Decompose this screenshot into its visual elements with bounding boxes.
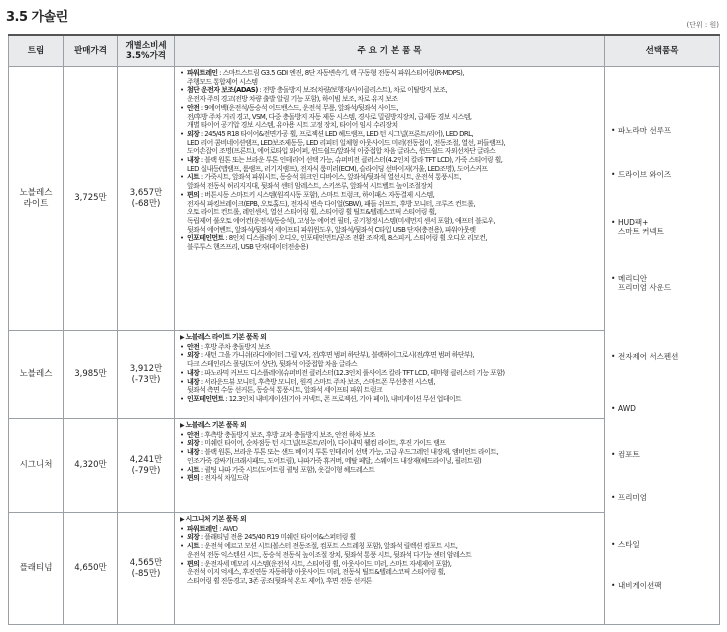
individual-price-cell bbox=[118, 419, 175, 513]
feature-line bbox=[179, 369, 600, 378]
feature-line bbox=[179, 378, 600, 387]
trim-name: 노블레스 bbox=[19, 369, 53, 379]
feature-line bbox=[179, 147, 600, 156]
feature-line bbox=[179, 95, 600, 104]
feature-line bbox=[179, 200, 600, 209]
table-row bbox=[9, 67, 720, 331]
feature-line bbox=[179, 234, 600, 243]
feature-text: 전자식 파킹브레이크(EPB, 오토홀드), 전자식 변속 다이얼(SBW), 패들 쉬프트, 후방 모니터, 크루즈 컨트롤, bbox=[187, 199, 475, 208]
trim-cell bbox=[9, 331, 64, 419]
feature-category: 안전 bbox=[187, 103, 200, 112]
feature-text: : 12.3인치 내비게이션(기아 커넥트, 폰 프로젝션, 기아 페이), 내비게이션 무선 업데이트 bbox=[223, 394, 462, 403]
features-base-header: ▶ 노블레스 기본 품목 외 bbox=[179, 421, 600, 431]
option-item bbox=[611, 170, 671, 179]
price-cell: 4,320만 bbox=[64, 419, 118, 513]
individual-price-diff: (-68만) bbox=[131, 198, 161, 209]
option-label: 메리디안 bbox=[618, 274, 647, 283]
feature-text: 뒷좌석 측면 수동 선커튼, 동승석 통풍시트, 앞좌석 세이프티 파워 트렁크 bbox=[187, 386, 383, 395]
feature-category: 내장 bbox=[187, 156, 200, 165]
option-item bbox=[611, 126, 671, 135]
table-header-row bbox=[9, 35, 720, 67]
feature-category: 내장 bbox=[187, 448, 200, 457]
feature-line bbox=[179, 243, 600, 252]
feature-text: 주행모드 통합제어 시스템 bbox=[187, 77, 258, 86]
trim-cell bbox=[9, 419, 64, 513]
option-label: 전자제어 서스펜션 bbox=[618, 352, 679, 361]
individual-price-cell bbox=[118, 67, 175, 331]
feature-text: : 전방 충돌방지 보조(차량/보행자/사이클리스트), 차로 이탈방지 보조, bbox=[257, 86, 448, 95]
feature-category: 시트 bbox=[187, 465, 200, 474]
feature-text: : 플래티넘 전용 245/40 R19 미쉐린 타이어&스퍼터링 휠 bbox=[199, 533, 356, 542]
header-ind-line1: 개별소비세 bbox=[125, 41, 167, 51]
feature-line bbox=[179, 533, 600, 542]
feature-text: 다크 스테인리스 몰딩(도어 상단), 뒷좌석 이중접합 차음 글라스 bbox=[187, 360, 358, 369]
feature-line bbox=[179, 386, 600, 395]
features-cell bbox=[175, 331, 605, 419]
feature-category: 외장 bbox=[187, 439, 200, 448]
feature-text: : 서라운드뷰 모니터, 후측방 모니터, 원격 스마트 주차 보조, 스마트폰 무선충전 시스템, bbox=[199, 377, 435, 386]
option-label: 파노라마 선루프 bbox=[618, 126, 672, 135]
option-label: HUD팩+ bbox=[618, 218, 649, 227]
feature-text: : 운전자세 메모리 시스템(운전석 시트, 스티어링 휠, 아웃사이드 미러, 스마트 자세제어 포함), bbox=[199, 559, 452, 568]
trim-cell bbox=[9, 513, 64, 625]
feature-text: : 전자식 차일드락 bbox=[199, 474, 249, 483]
feature-category: 내장 bbox=[187, 368, 200, 377]
feature-text: 전/후방 주차 거리 경고, VSM, 다중 충돌방지 자동 제동 시스템, 경사로 밀림방지장치, 급제동 경보 시스템, bbox=[187, 112, 472, 121]
features-cell bbox=[175, 419, 605, 513]
option-item bbox=[611, 581, 661, 590]
feature-text: : 8인치 디스플레이 오디오, 인포테인먼트/공조 전환 조작계, 8스피커, 스티어링 휠 오디오 리모컨, bbox=[223, 234, 488, 243]
feature-line bbox=[179, 577, 600, 586]
header-ind-line2: 3.5%가격 bbox=[126, 51, 166, 61]
header-individual-price bbox=[118, 35, 175, 67]
individual-price-diff: (-79만) bbox=[131, 465, 161, 476]
feature-line bbox=[179, 568, 600, 577]
feature-text: : 가죽시트, 앞좌석 파워시트, 동승석 워크인 디바이스, 앞좌석/뒷좌석 열선시트, 운전석 통풍시트, bbox=[199, 173, 462, 182]
option-item bbox=[611, 540, 640, 549]
feature-text: LED 리어 콤비네이션램프, LED보조제동등, LED 리피터 일체형 아웃사이드 미러(전동접이, 전동조절, 열선, 퍼들램프), bbox=[187, 138, 506, 147]
feature-text: 인조가죽 감싸기(크래시패드, 도어트림), 나파가죽 휴커버, 메탈 페달, 스웨이드 내장재(헤드라이닝, 필러트림) bbox=[187, 456, 482, 465]
price-cell: 3,725만 bbox=[64, 67, 118, 331]
individual-price: 3,912만 bbox=[129, 363, 163, 374]
option-item bbox=[611, 404, 636, 413]
feature-text: : 스마트스트림 G3.5 GDI 엔진, 8단 자동변속기, 랙 구동형 전동식 파워스티어링(R-MDPS), bbox=[217, 69, 464, 77]
feature-text: : 후방 주차 충돌방지 보조 bbox=[199, 342, 271, 351]
feature-line bbox=[179, 457, 600, 466]
feature-line bbox=[179, 560, 600, 569]
feature-text: 오토 라이트 컨트롤, 레인센서, 열선 스티어링 휠, 스티어링 휠 틸트&텔레스코픽 스티어링 휠, bbox=[187, 208, 437, 217]
feature-line bbox=[179, 104, 600, 113]
feature-text: : 블랙 원톤 또는 브라운 투톤 인테리어 선택 가능, 슈퍼비전 클러스터(4.2인치 칼라 TFT LCD), 가죽 스티어링 휠, bbox=[199, 156, 503, 165]
feature-category: 편의 bbox=[187, 190, 200, 199]
feature-text: 뒷좌석 에어벤트, 앞좌석/뒷좌석 세이프티 파워윈도우, 앞좌석/뒷좌석 C타입 USB 단자(충전용), 파워아웃렛 bbox=[187, 225, 476, 234]
section-title: 3.5 가솔린 bbox=[6, 10, 68, 25]
feature-text: : AWD bbox=[217, 524, 238, 533]
feature-line bbox=[179, 448, 600, 457]
feature-line bbox=[179, 360, 600, 369]
option-label: 내비게이션팩 bbox=[618, 581, 662, 590]
header-price: 판매가격 bbox=[64, 35, 118, 67]
option-label: AWD bbox=[618, 404, 636, 413]
trim-name: 시그니처 bbox=[19, 460, 53, 470]
header-trim: 트림 bbox=[9, 35, 64, 67]
feature-text: 블루투스 핸즈프리, USB 단자(데이터전송용) bbox=[187, 243, 309, 252]
trim-name: 플래티넘 bbox=[19, 563, 53, 573]
feature-line bbox=[179, 191, 600, 200]
feature-category: 인포테인먼트 bbox=[187, 234, 224, 243]
features-base-header: ▶ 노블레스 라이트 기본 품목 외 bbox=[179, 333, 600, 343]
feature-text: 도어손잡이 조명(프론트), 에어로타입 와이퍼, 윈드쉴드/앞좌석 이중접합 차음 글라스, 윈드쉴드 자외선차단 글라스 bbox=[187, 147, 496, 156]
feature-text: : 245/45 R18 타이어&전면가공 휠, 프로젝션 LED 헤드램프, LED 턴 시그널(프론트/리어), LED DRL, bbox=[199, 129, 474, 138]
feature-text: : 운전석 에르고 모션 시트(볼스터 전동조절, 컴포트 스트레칭 포함), 앞좌석 릴렉션 컴포트 시트, bbox=[199, 542, 458, 551]
feature-line bbox=[179, 439, 600, 448]
feature-line bbox=[179, 156, 600, 165]
individual-price: 3,657만 bbox=[129, 187, 163, 198]
unit-note: (단위 : 원) bbox=[686, 21, 719, 29]
feature-text: LED 실내등(맵램프, 룸램프, 러기지램프), 전자식 룸미러(ECM), 슬라이딩 선바이저(거울, LED조명), 도어스커프 bbox=[187, 164, 488, 173]
trim-cell bbox=[9, 67, 64, 331]
feature-line bbox=[179, 551, 600, 560]
individual-price: 4,565만 bbox=[129, 557, 163, 568]
feature-line bbox=[179, 466, 600, 475]
feature-text: 운전석 이지 억세스, 후진연동 자동하향 아웃사이드 미러, 전동식 틸트&텔레스코픽 스티어링 휠, bbox=[187, 568, 446, 577]
feature-category: 시트 bbox=[187, 173, 200, 182]
option-item bbox=[611, 352, 678, 361]
feature-text: 독립제어 풀오토 에어컨(운전석/동승석), 고성능 에어컨 필터, 공기청정시스템(미세먼지 센서 포함), 애프터 블로우, bbox=[187, 216, 496, 225]
option-item bbox=[611, 450, 640, 459]
options-list bbox=[611, 67, 719, 590]
feature-category: 파워트레인 bbox=[187, 69, 218, 77]
feature-line bbox=[179, 351, 600, 360]
feature-line bbox=[179, 474, 600, 483]
feature-category: 파워트레인 bbox=[187, 524, 218, 533]
feature-line bbox=[179, 86, 600, 95]
feature-category: 편의 bbox=[187, 474, 200, 483]
feature-text: : 블랙 원톤, 브라운 투톤 또는 샌드 베이지 투톤 인테리어 선택 가능, 고급 우드그레인 내장재, 앰비언트 라이트, bbox=[199, 448, 499, 457]
feature-category: 외장 bbox=[187, 351, 200, 360]
feature-line bbox=[179, 182, 600, 191]
individual-price: 4,241만 bbox=[129, 454, 163, 465]
feature-line bbox=[179, 130, 600, 139]
features-cell bbox=[175, 67, 605, 331]
feature-text: 운전석 전동 익스텐션 시트, 동승석 전동식 높이조절 장치, 뒷좌석 통풍 시트, 뒷좌석 다기능 센터 암레스트 bbox=[187, 550, 472, 559]
feature-category: 내장 bbox=[187, 377, 200, 386]
price-cell: 4,650만 bbox=[64, 513, 118, 625]
trim-name-line2: 라이트 bbox=[23, 198, 49, 209]
option-item bbox=[611, 218, 664, 236]
option-item bbox=[611, 274, 671, 292]
feature-line bbox=[179, 395, 600, 404]
feature-category: 인포테인먼트 bbox=[187, 394, 224, 403]
individual-price-diff: (-73만) bbox=[131, 374, 161, 385]
header-options: 선택품목 bbox=[605, 35, 720, 67]
feature-line bbox=[179, 113, 600, 122]
features-cell bbox=[175, 513, 605, 625]
feature-line bbox=[179, 208, 600, 217]
feature-text: 개별 타이어 공기압 경보 시스템, 유아용 시트 고정 장치, 타이어 임시 수리장치 bbox=[187, 121, 398, 130]
feature-category: 첨단 운전자 보조(ADAS) bbox=[187, 86, 258, 95]
feature-line bbox=[179, 542, 600, 551]
feature-category: 외장 bbox=[187, 129, 200, 138]
price-table bbox=[8, 34, 720, 625]
option-label: 프리미엄 사운드 bbox=[618, 283, 672, 292]
options-cell bbox=[605, 67, 720, 625]
feature-text: : 버튼시동 스마트키 시스템(원격시동 포함), 스마트 트렁크, 하이패스 자동결제 시스템, bbox=[199, 190, 435, 199]
feature-text: : 파노라믹 커브드 디스플레이(슈퍼비전 클러스터(12.3인치 풀사이즈 칼라 TFT LCD, 테마형 클러스터 기능 포함) bbox=[199, 368, 505, 377]
feature-text: 앞좌석 전동식 허리지지대, 뒷좌석 센터 암레스트, 스키쓰루, 앞좌석 시트벨트 높이조절장치 bbox=[187, 182, 433, 191]
feature-category: 안전 bbox=[187, 430, 200, 439]
price-cell: 3,985만 bbox=[64, 331, 118, 419]
individual-price-cell bbox=[118, 331, 175, 419]
feature-text: : 퀼팅 나파 가죽 시트(도어트림 퀼팅 포함), 옷걸이형 헤드레스트 bbox=[199, 465, 375, 474]
trim-name: 노블레스 bbox=[19, 187, 53, 198]
feature-category: 편의 bbox=[187, 559, 200, 568]
feature-category: 시트 bbox=[187, 542, 200, 551]
feature-line bbox=[179, 217, 600, 226]
individual-price-diff: (-85만) bbox=[131, 568, 161, 579]
option-label: 드라이브 와이즈 bbox=[618, 170, 672, 179]
option-item bbox=[611, 493, 647, 502]
feature-line bbox=[179, 121, 600, 130]
feature-text: : 미쉐린 타이어, 순차점등 턴 시그널(프론트/리어), 다이내믹 웰컴 라이트, 후진 가이드 램프 bbox=[199, 439, 446, 448]
feature-category: 외장 bbox=[187, 533, 200, 542]
feature-line bbox=[179, 173, 600, 182]
individual-price-cell bbox=[118, 513, 175, 625]
feature-text: : 새턴 그을 가니쉬(라디에이터 그릴 V자, 전/후면 범퍼 하단부), 블랙하이그로시(전/후면 범퍼 하단부), bbox=[199, 351, 474, 360]
feature-text: 스티어링 휠 진동경고, 3존 공조(뒷좌석 온도 제어), 후면 전동 선커튼 bbox=[187, 576, 372, 585]
option-label: 스타일 bbox=[618, 540, 640, 549]
feature-category: 안전 bbox=[187, 342, 200, 351]
header-features: 주 요 기 본 품 목 bbox=[175, 35, 605, 67]
option-label: 컴포트 bbox=[618, 450, 640, 459]
feature-line bbox=[179, 69, 600, 78]
option-label: 스마트 커넥트 bbox=[618, 227, 664, 236]
features-base-header: ▶ 시그니처 기본 품목 외 bbox=[179, 515, 600, 525]
feature-text: 운전자 주의 경고(전방 차량 출발 알림 기능 포함), 하이빔 보조, 차로 유지 보조 bbox=[187, 95, 398, 104]
option-label: 프리미엄 bbox=[618, 493, 647, 502]
feature-text: : 후측방 충돌방지 보조, 후방 교차 충돌방지 보조, 안전 하차 보조 bbox=[199, 430, 375, 439]
feature-text: : 9에어백(운전석/동승석 어드밴스드, 운전석 무릎, 앞좌석/뒷좌석 사이드, bbox=[199, 103, 398, 112]
